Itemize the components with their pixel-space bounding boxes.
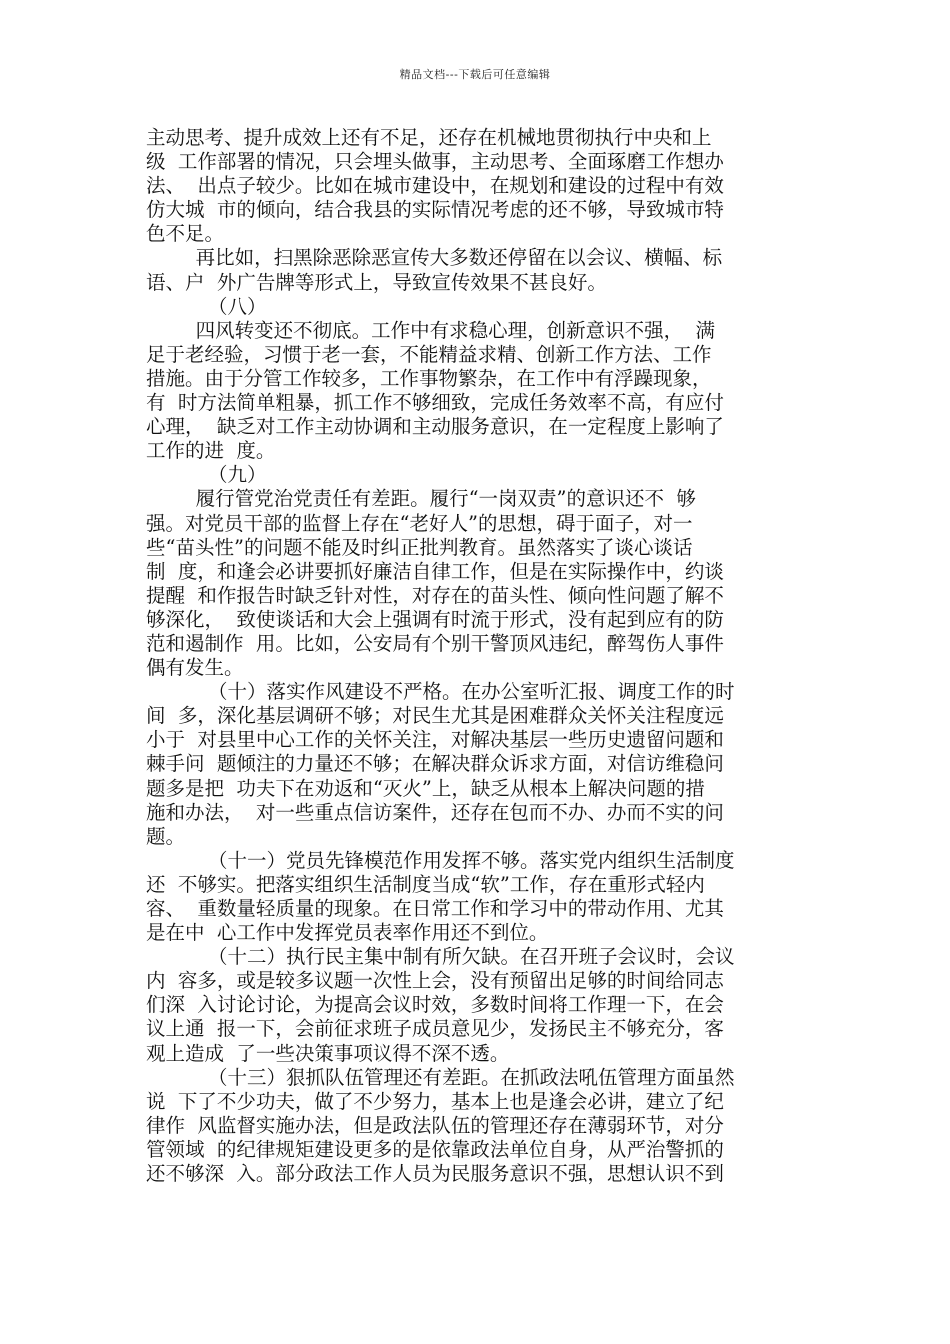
text-line: 内 容多，或是较多议题一次性上会，没有预留出足够的时间给同志 (146, 969, 724, 993)
text-line: （十一）党员先锋模范作用发挥不够。落实党内组织生活制度 (146, 848, 735, 872)
text-line: 说 下了不少功夫，做了不少努力，基本上也是逢会必讲，建立了纪 (146, 1089, 724, 1113)
text-line: 主动思考、提升成效上还有不足，还存在机械地贯彻执行中央和上 (146, 126, 712, 149)
text-line: 间 多，深化基层调研不够；对民生尤其是困难群众关怀关注程度远 (146, 704, 724, 728)
text-line: 棘手问 题倾注的力量还不够；在解决群众诉求方面，对信访维稳问 (146, 752, 724, 776)
text-line: 观上造成 了一些决策事项议得不深不透。 (146, 1041, 510, 1065)
text-line: 律作 风监督实施办法，但是政法队伍的管理还存在薄弱环节，对分 (146, 1113, 724, 1137)
text-line: （十三）狠抓队伍管理还有差距。在抓政法吼伍管理方面虽然 (146, 1065, 735, 1089)
text-line: 提醒 和作报告时缺乏针对性，对存在的苗头性、倾向性问题了解不 (146, 583, 724, 607)
text-line: 语、户 外广告牌等形式上，导致宣传效果不甚良好。 (146, 270, 607, 294)
text-line: 工作的进 度。 (146, 439, 276, 463)
text-line: 范和遏制作 用。比如，公安局有个别干警顶风违纪，醉驾伤人事件 (146, 631, 724, 655)
text-line: 足于老经验，习惯于老一套，不能精益求精、创新工作方法、工作 (146, 342, 712, 366)
text-line: 有 时方法简单粗暴，抓工作不够细致，完成任务效率不高，有应付 (146, 391, 724, 415)
text-line: 偶有发生。 (146, 656, 244, 680)
text-line: （十二）执行民主集中制有所欠缺。在召开班子会议时，会议 (146, 945, 735, 969)
text-line: 心理， 缺乏对工作主动协调和主动服务意识，在一定程度上影响了 (146, 415, 724, 439)
text-line: 题。 (146, 824, 186, 848)
text-line: 四风转变还不彻底。工作中有求稳心理，创新意识不强， 满 (146, 318, 715, 342)
text-line: 还不够深 入。部分政法工作人员为民服务意识不强，思想认识不到 (146, 1162, 724, 1186)
text-line: （九） (146, 463, 267, 487)
text-line: 是在中 心工作中发挥党员表率作用还不到位。 (146, 921, 549, 945)
text-line: （八） (146, 294, 267, 318)
text-line: 还 不够实。把落实组织生活制度当成“软”工作，存在重形式轻内 (146, 872, 705, 896)
text-line: 题多是把 功夫下在劝返和“灭火”上，缺乏从根本上解决问题的措 (146, 776, 705, 800)
document-body (146, 126, 810, 1186)
text-line: 议上通 报一下，会前征求班子成员意见少，发扬民主不够充分，客 (146, 1017, 724, 1041)
text-line: 施和办法， 对一些重点信访案件，还存在包而不办、办而不实的问 (146, 800, 724, 824)
text-line: 色不足。 (146, 222, 225, 246)
text-line: 制 度，和逢会必讲要抓好廉洁自律工作，但是在实际操作中，约谈 (146, 559, 724, 583)
text-line: 措施。由于分管工作较多，工作事物繁杂，在工作中有浮躁现象， (146, 366, 712, 390)
text-line: 管领域 的纪律规矩建设更多的是依靠政法单位自身，从严治警抓的 (146, 1137, 724, 1161)
page-header: 精品文档---下载后可任意编辑 (399, 68, 551, 81)
text-line: 法、 出点子较少。比如在城市建设中，在规划和建设的过程中有效 (146, 174, 724, 198)
text-line: （十）落实作风建设不严格。在办公室听汇报、调度工作的时 (146, 680, 735, 704)
text-line: 级 工作部署的情况，只会埋头做事，主动思考、全面琢磨工作想办 (146, 150, 724, 174)
text-line: 小于 对县里中心工作的关怀关注，对解决基层一些历史遗留问题和 (146, 728, 724, 752)
text-line: 够深化， 致使谈话和大会上强调有时流于形式，没有起到应有的防 (146, 607, 724, 631)
text-line: 履行管党治党责任有差距。履行“一岗双责”的意识还不 够 (146, 487, 696, 511)
text-line: 些“苗头性”的问题不能及时纠正批判教育。虽然落实了谈心谈话 (146, 535, 693, 559)
text-line: 容、 重数量轻质量的现象。在日常工作和学习中的带动作用、尤其 (146, 897, 724, 920)
text-line: 们深 入讨论讨论，为提高会议时效，多数时间将工作理一下，在会 (146, 993, 724, 1017)
text-line: 强。对党员干部的监督上存在“老好人”的思想，碍于面子，对一 (146, 511, 693, 535)
text-line: 仿大城 市的倾向，结合我县的实际情况考虑的还不够，导致城市特 (146, 198, 724, 222)
text-line: 再比如，扫黑除恶除恶宣传大多数还停留在以会议、横幅、标 (146, 246, 723, 270)
